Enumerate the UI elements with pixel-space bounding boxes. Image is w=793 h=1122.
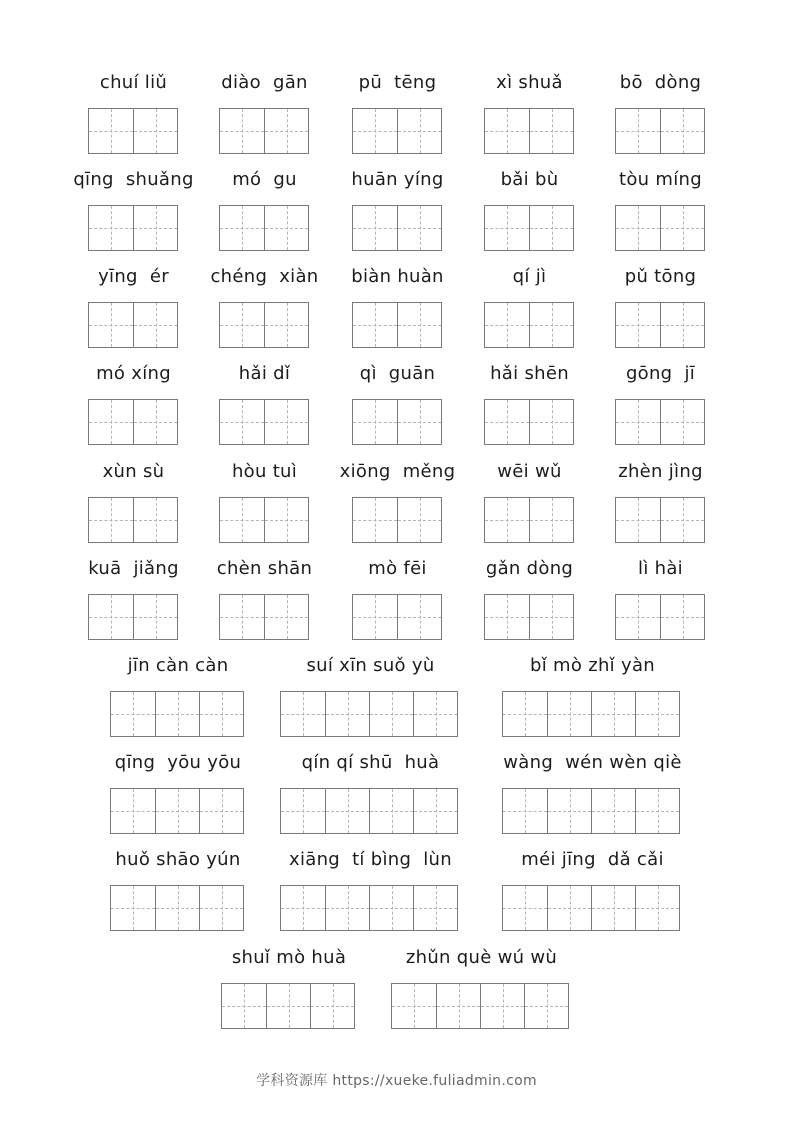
tianzige-grid (280, 788, 458, 834)
pinyin-label: xùn sù (102, 461, 165, 482)
writing-cell[interactable] (310, 984, 354, 1028)
tianzige-grid (110, 788, 244, 834)
writing-cell[interactable] (397, 400, 441, 444)
writing-cell[interactable] (635, 692, 679, 736)
pinyin-label: bǐ mò zhǐ yàn (530, 655, 655, 676)
writing-cell[interactable] (264, 498, 308, 542)
tianzige-grid (484, 205, 574, 251)
word-row (0, 363, 793, 455)
writing-cell[interactable] (529, 109, 573, 153)
pinyin-label: hòu tuì (231, 461, 298, 482)
tianzige-grid (615, 399, 705, 445)
writing-cell[interactable] (660, 400, 704, 444)
word-row (0, 461, 793, 553)
writing-cell[interactable] (220, 498, 264, 542)
tianzige-grid (280, 885, 458, 931)
writing-cell[interactable] (397, 595, 441, 639)
writing-cell[interactable] (616, 498, 660, 542)
tianzige-grid (219, 594, 309, 640)
writing-cell[interactable] (547, 692, 591, 736)
tianzige-grid (352, 205, 442, 251)
pinyin-label: bǎi bù (500, 169, 559, 190)
pinyin-label: huǒ shāo yún (115, 849, 241, 870)
writing-cell[interactable] (660, 206, 704, 250)
tianzige-grid (484, 497, 574, 543)
writing-cell[interactable] (660, 595, 704, 639)
pinyin-label: biàn huàn (351, 266, 444, 287)
pinyin-label: tòu míng (619, 169, 702, 190)
writing-cell[interactable] (281, 886, 325, 930)
pinyin-label: mò fēi (368, 558, 427, 579)
phrase-row (0, 849, 793, 941)
pinyin-label: qīng yōu yōu (114, 752, 242, 773)
writing-cell[interactable] (485, 498, 529, 542)
writing-cell[interactable] (222, 984, 266, 1028)
writing-cell[interactable] (220, 595, 264, 639)
writing-cell[interactable] (264, 595, 308, 639)
pinyin-label: huān yíng (351, 169, 444, 190)
pinyin-label: chéng xiàn (210, 266, 319, 287)
writing-cell[interactable] (199, 886, 243, 930)
writing-cell[interactable] (529, 303, 573, 347)
word-row (0, 266, 793, 358)
writing-cell[interactable] (325, 886, 369, 930)
writing-cell[interactable] (89, 400, 133, 444)
writing-cell[interactable] (111, 886, 155, 930)
writing-cell[interactable] (591, 692, 635, 736)
writing-cell[interactable] (397, 206, 441, 250)
writing-cell[interactable] (369, 789, 413, 833)
writing-cell[interactable] (485, 400, 529, 444)
tianzige-grid (110, 885, 244, 931)
pinyin-label: zhèn jìng (618, 461, 703, 482)
pinyin-label: wàng wén wèn qiè (503, 752, 682, 773)
tianzige-grid (88, 108, 178, 154)
pinyin-label: pū tēng (358, 72, 437, 93)
tianzige-grid (221, 983, 355, 1029)
tianzige-grid (484, 399, 574, 445)
phrase-row (0, 947, 793, 1039)
writing-cell[interactable] (281, 692, 325, 736)
writing-cell[interactable] (503, 692, 547, 736)
tianzige-grid (502, 885, 680, 931)
tianzige-grid (219, 108, 309, 154)
writing-cell[interactable] (660, 303, 704, 347)
writing-cell[interactable] (413, 692, 457, 736)
tianzige-grid (484, 108, 574, 154)
footer-watermark: 学科资源库 https://xueke.fuliadmin.com (256, 1073, 537, 1089)
tianzige-grid (502, 691, 680, 737)
tianzige-grid (615, 302, 705, 348)
pinyin-label: yīng ér (98, 266, 169, 287)
writing-cell[interactable] (325, 692, 369, 736)
writing-cell[interactable] (413, 886, 457, 930)
tianzige-grid (219, 399, 309, 445)
writing-cell[interactable] (616, 400, 660, 444)
pinyin-label: qí jì (512, 266, 547, 287)
writing-cell[interactable] (529, 595, 573, 639)
pinyin-label: chèn shān (216, 558, 313, 579)
writing-cell[interactable] (89, 206, 133, 250)
tianzige-grid (615, 594, 705, 640)
tianzige-grid (352, 399, 442, 445)
writing-cell[interactable] (660, 498, 704, 542)
writing-cell[interactable] (503, 789, 547, 833)
pinyin-label: qín qí shū huà (301, 752, 440, 773)
writing-cell[interactable] (89, 498, 133, 542)
writing-cell[interactable] (199, 692, 243, 736)
pinyin-label: gǎn dòng (485, 558, 574, 579)
pinyin-label: xiōng měng (339, 461, 456, 482)
tianzige-grid (219, 302, 309, 348)
writing-cell[interactable] (369, 692, 413, 736)
tianzige-grid (615, 108, 705, 154)
phrase-row (0, 655, 793, 747)
writing-cell[interactable] (353, 595, 397, 639)
tianzige-grid (352, 497, 442, 543)
writing-cell[interactable] (397, 109, 441, 153)
tianzige-grid (615, 497, 705, 543)
writing-cell[interactable] (529, 498, 573, 542)
writing-cell[interactable] (353, 400, 397, 444)
tianzige-grid (88, 399, 178, 445)
pinyin-label: gōng jī (625, 363, 696, 384)
writing-cell[interactable] (133, 400, 177, 444)
tianzige-grid (352, 302, 442, 348)
writing-cell[interactable] (392, 984, 436, 1028)
writing-cell[interactable] (591, 789, 635, 833)
writing-cell[interactable] (353, 498, 397, 542)
writing-cell[interactable] (524, 984, 568, 1028)
writing-cell[interactable] (616, 595, 660, 639)
phrase-row (0, 752, 793, 844)
writing-cell[interactable] (353, 303, 397, 347)
pinyin-label: mó xíng (96, 363, 171, 384)
pinyin-label: hǎi shēn (490, 363, 569, 384)
pinyin-label: qīng shuǎng (73, 169, 194, 190)
pinyin-label: chuí liǔ (99, 72, 168, 93)
writing-cell[interactable] (281, 789, 325, 833)
writing-cell[interactable] (220, 206, 264, 250)
writing-cell[interactable] (353, 206, 397, 250)
pinyin-label: diào gān (221, 72, 308, 93)
tianzige-grid (219, 497, 309, 543)
writing-cell[interactable] (485, 303, 529, 347)
writing-cell[interactable] (220, 109, 264, 153)
writing-cell[interactable] (616, 109, 660, 153)
pinyin-label: mó gu (232, 169, 297, 190)
writing-cell[interactable] (397, 498, 441, 542)
tianzige-grid (502, 788, 680, 834)
tianzige-grid (88, 594, 178, 640)
writing-cell[interactable] (264, 303, 308, 347)
tianzige-grid (391, 983, 569, 1029)
tianzige-grid (484, 302, 574, 348)
writing-cell[interactable] (353, 109, 397, 153)
writing-cell[interactable] (133, 498, 177, 542)
pinyin-label: bō dòng (619, 72, 702, 93)
tianzige-grid (484, 594, 574, 640)
writing-cell[interactable] (503, 886, 547, 930)
writing-cell[interactable] (133, 109, 177, 153)
writing-cell[interactable] (480, 984, 524, 1028)
writing-cell[interactable] (155, 886, 199, 930)
writing-cell[interactable] (155, 789, 199, 833)
tianzige-grid (615, 205, 705, 251)
pinyin-label: jīn càn càn (127, 655, 229, 676)
pinyin-label: kuā jiǎng (88, 558, 179, 579)
pinyin-label: suí xīn suǒ yù (306, 655, 435, 676)
pinyin-label: wēi wǔ (497, 461, 562, 482)
pinyin-label: lì hài (638, 558, 683, 579)
writing-cell[interactable] (529, 206, 573, 250)
writing-cell[interactable] (89, 303, 133, 347)
word-row (0, 169, 793, 261)
pinyin-label: méi jīng dǎ cǎi (521, 849, 664, 870)
writing-cell[interactable] (220, 303, 264, 347)
writing-cell[interactable] (266, 984, 310, 1028)
writing-cell[interactable] (264, 400, 308, 444)
tianzige-grid (88, 497, 178, 543)
writing-cell[interactable] (485, 595, 529, 639)
tianzige-grid (88, 302, 178, 348)
tianzige-grid (352, 108, 442, 154)
writing-cell[interactable] (155, 692, 199, 736)
writing-cell[interactable] (591, 886, 635, 930)
writing-cell[interactable] (547, 886, 591, 930)
word-row (0, 72, 793, 164)
pinyin-label: xì shuǎ (496, 72, 563, 93)
writing-cell[interactable] (264, 206, 308, 250)
pinyin-label: pǔ tōng (624, 266, 697, 287)
writing-cell[interactable] (220, 400, 264, 444)
word-row (0, 558, 793, 650)
pinyin-label: zhǔn què wú wù (405, 947, 558, 968)
tianzige-grid (219, 205, 309, 251)
writing-cell[interactable] (133, 595, 177, 639)
writing-cell[interactable] (616, 206, 660, 250)
writing-cell[interactable] (199, 789, 243, 833)
writing-cell[interactable] (485, 109, 529, 153)
writing-cell[interactable] (616, 303, 660, 347)
tianzige-grid (352, 594, 442, 640)
writing-cell[interactable] (635, 886, 679, 930)
writing-cell[interactable] (397, 303, 441, 347)
pinyin-label: hǎi dǐ (238, 363, 291, 384)
writing-cell[interactable] (111, 692, 155, 736)
writing-cell[interactable] (89, 595, 133, 639)
writing-cell[interactable] (529, 400, 573, 444)
writing-cell[interactable] (413, 789, 457, 833)
pinyin-label: xiāng tí bìng lùn (289, 849, 452, 870)
writing-cell[interactable] (660, 109, 704, 153)
writing-cell[interactable] (369, 886, 413, 930)
tianzige-grid (280, 691, 458, 737)
pinyin-label: shuǐ mò huà (231, 947, 347, 968)
writing-cell[interactable] (547, 789, 591, 833)
writing-cell[interactable] (133, 206, 177, 250)
tianzige-grid (88, 205, 178, 251)
tianzige-grid (110, 691, 244, 737)
writing-cell[interactable] (436, 984, 480, 1028)
writing-cell[interactable] (264, 109, 308, 153)
writing-cell[interactable] (325, 789, 369, 833)
writing-cell[interactable] (89, 109, 133, 153)
writing-cell[interactable] (111, 789, 155, 833)
writing-cell[interactable] (133, 303, 177, 347)
writing-cell[interactable] (635, 789, 679, 833)
pinyin-label: qì guān (359, 363, 436, 384)
writing-cell[interactable] (485, 206, 529, 250)
